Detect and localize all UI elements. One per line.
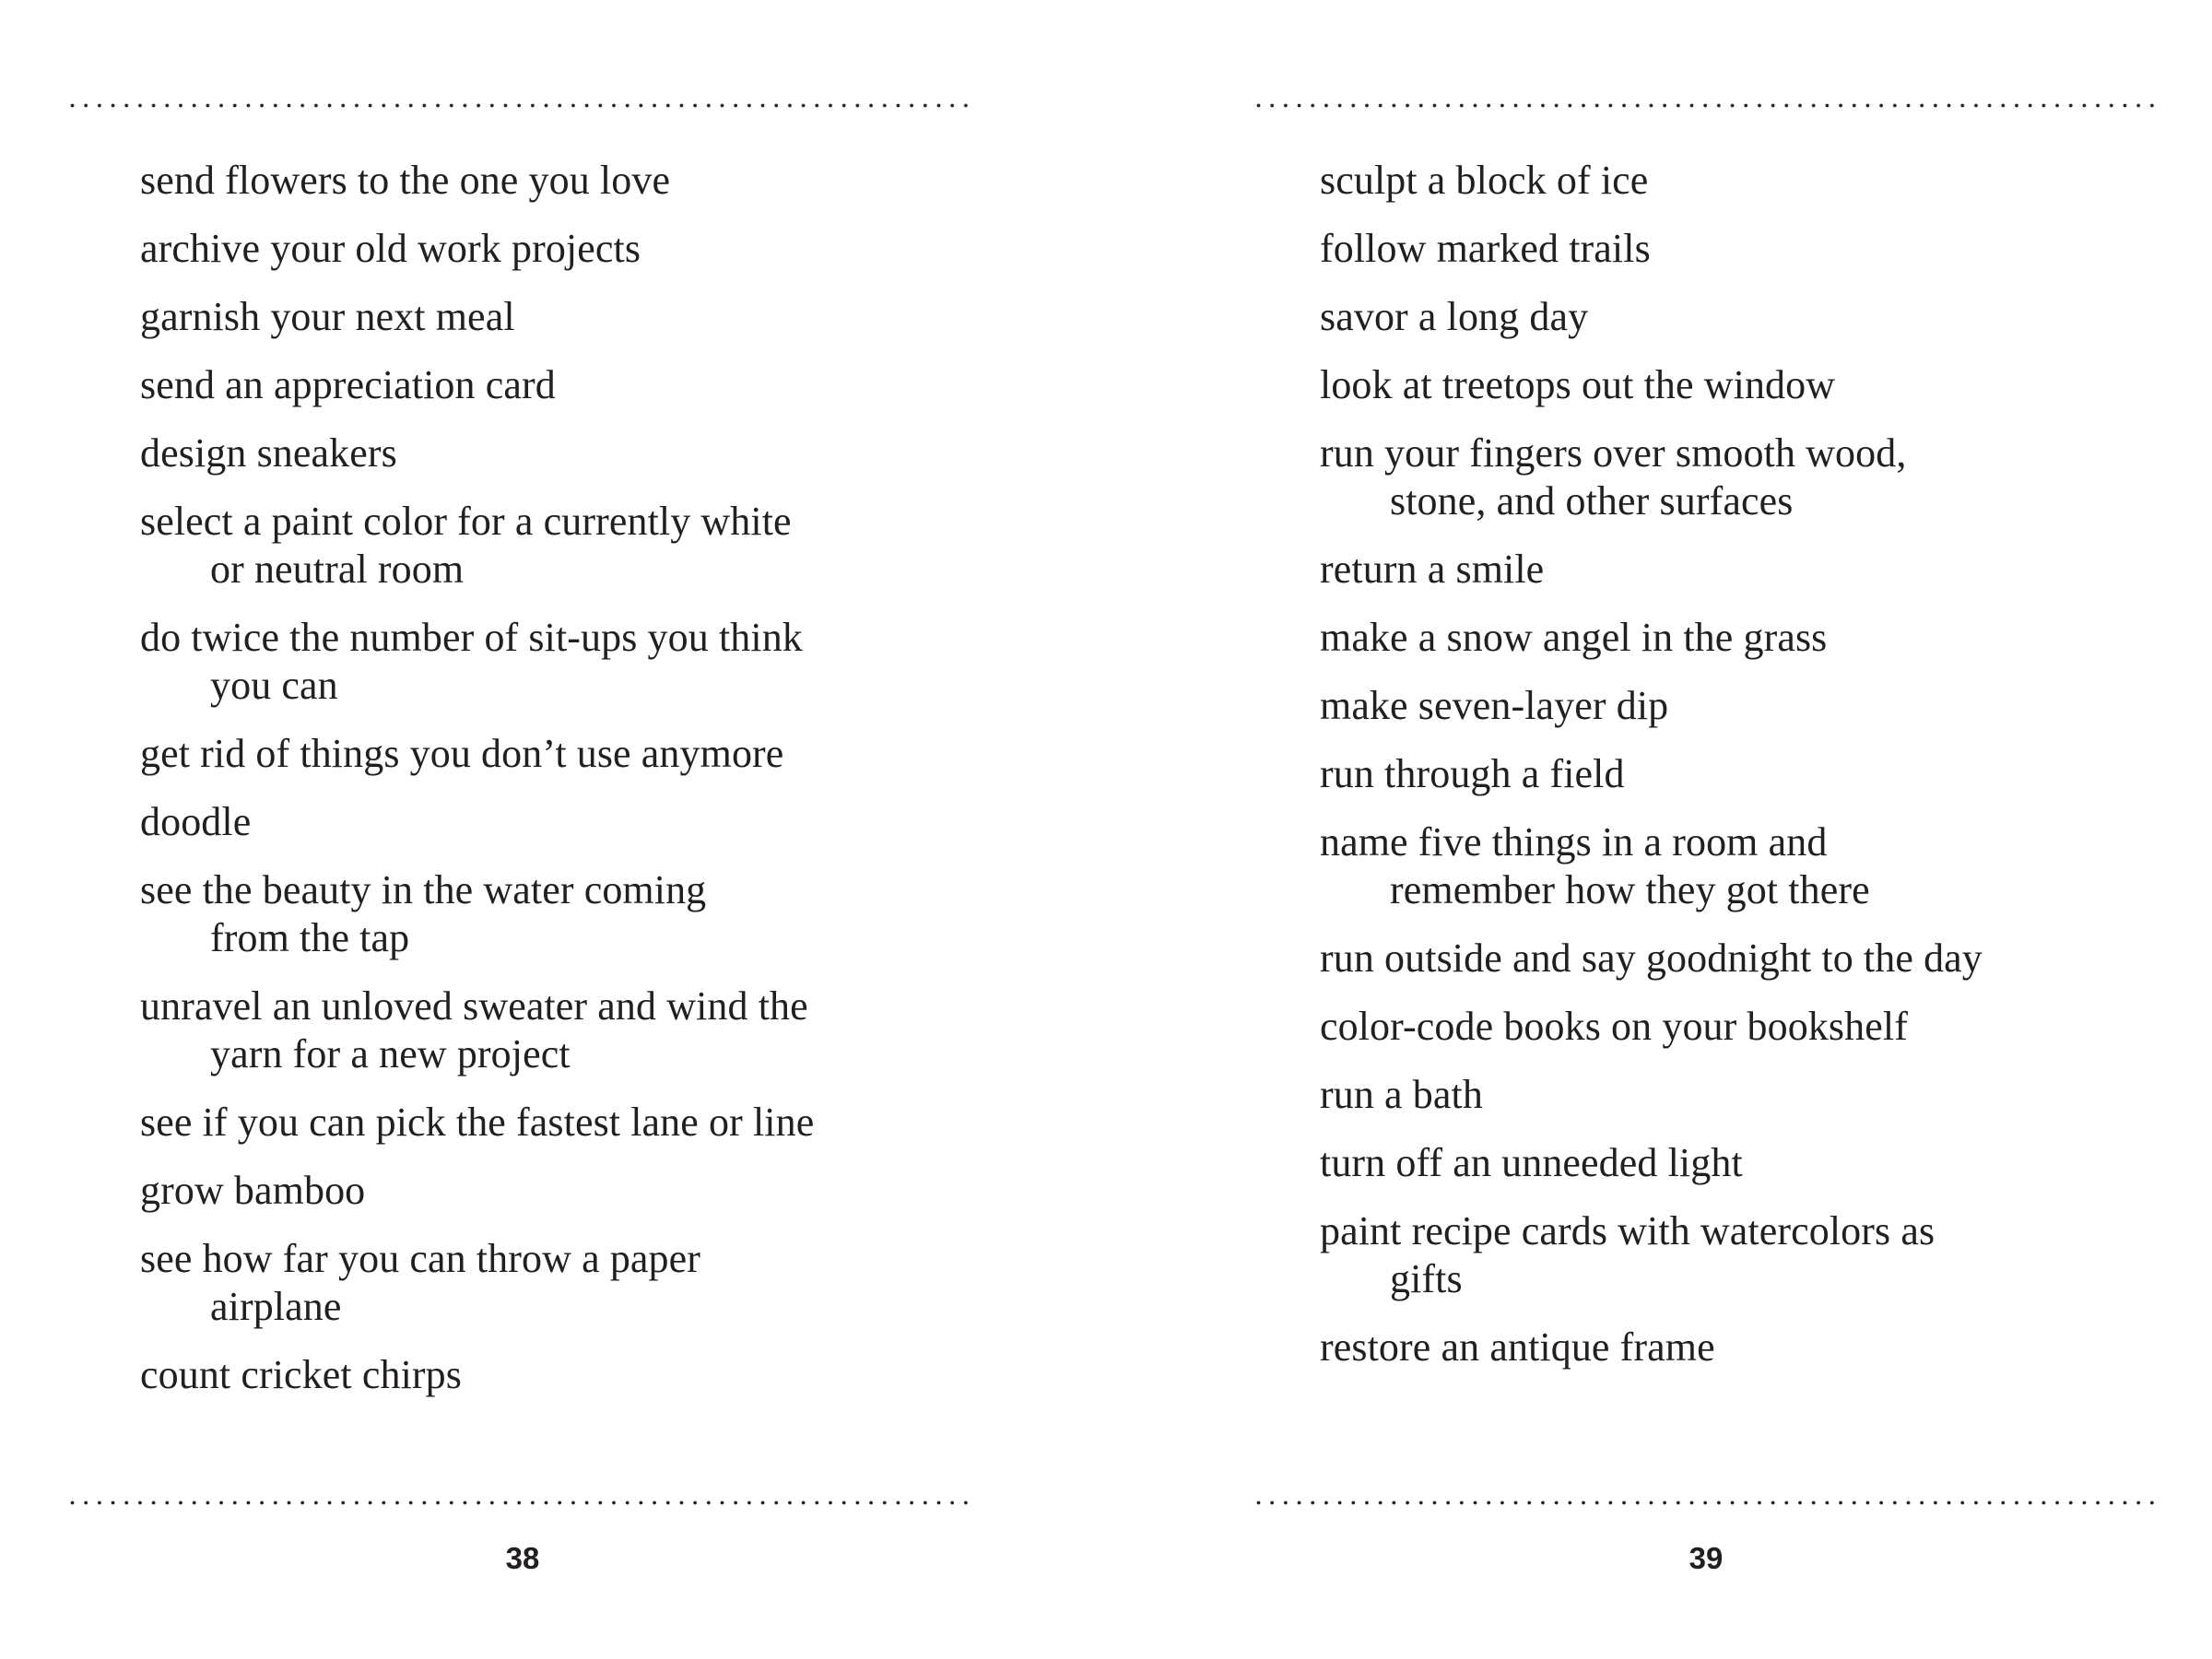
list-item-line: airplane xyxy=(210,1284,342,1329)
list-item xyxy=(140,1351,1025,1399)
list-item xyxy=(1320,614,2205,662)
list-item-line: yarn for a new project xyxy=(210,1031,571,1077)
list-item-line: from the tap xyxy=(210,915,410,960)
list-item xyxy=(140,498,1025,594)
list-item xyxy=(140,866,1025,962)
list-item xyxy=(140,361,1025,409)
dotted-rule-bottom xyxy=(70,1500,975,1505)
list-item-line: or neutral room xyxy=(210,547,465,592)
list-item xyxy=(140,1235,1025,1331)
list-item xyxy=(1320,361,2205,409)
list-item-line: select a paint color for a currently white xyxy=(140,499,792,544)
list-item-line: sculpt a block of ice xyxy=(1320,158,1649,203)
list-item-line: make a snow angel in the grass xyxy=(1320,615,1828,660)
list-item-line: grow bamboo xyxy=(140,1168,366,1213)
list-item-line: archive your old work projects xyxy=(140,226,641,271)
activity-list xyxy=(140,157,1025,1419)
list-item-line: follow marked trails xyxy=(1320,226,1651,271)
list-item-line: see if you can pick the fastest lane or line xyxy=(140,1100,815,1145)
list-item-line: run through a field xyxy=(1320,751,1625,796)
list-item xyxy=(140,982,1025,1078)
list-item-line: see the beauty in the water coming xyxy=(140,867,707,912)
list-item-line: return a smile xyxy=(1320,547,1545,592)
list-item-line: see how far you can throw a paper xyxy=(140,1236,701,1281)
list-item-line: paint recipe cards with watercolors as xyxy=(1320,1208,1936,1253)
list-item xyxy=(1320,750,2205,798)
list-item xyxy=(1320,935,2205,982)
list-item-line: stone, and other surfaces xyxy=(1390,478,1794,524)
list-item xyxy=(140,157,1025,205)
list-item-line: design sneakers xyxy=(140,430,397,476)
list-item-line: send flowers to the one you love xyxy=(140,158,671,203)
list-item xyxy=(1320,818,2205,914)
list-item xyxy=(1320,546,2205,594)
list-item-line: name five things in a room and xyxy=(1320,819,1828,865)
list-item xyxy=(1320,1071,2205,1119)
list-item xyxy=(1320,1003,2205,1051)
list-item-line: do twice the number of sit-ups you think xyxy=(140,615,803,660)
list-item-line: make seven-layer dip xyxy=(1320,683,1669,728)
list-item-line: remember how they got there xyxy=(1390,867,1870,912)
list-item xyxy=(1320,1139,2205,1187)
list-item xyxy=(140,614,1025,710)
list-item xyxy=(1320,1207,2205,1303)
list-item xyxy=(1320,682,2205,730)
list-item-line: turn off an unneeded light xyxy=(1320,1140,1743,1185)
list-item-line: restore an antique frame xyxy=(1320,1324,1715,1370)
list-item xyxy=(1320,225,2205,273)
list-item xyxy=(1320,429,2205,525)
list-item xyxy=(140,730,1025,778)
list-item-line: send an appreciation card xyxy=(140,362,556,407)
activity-list xyxy=(1320,157,2205,1392)
list-item xyxy=(140,798,1025,846)
list-item-line: run outside and say goodnight to the day xyxy=(1320,935,1983,981)
list-item-line: run your fingers over smooth wood, xyxy=(1320,430,1907,476)
list-item xyxy=(1320,293,2205,341)
list-item-line: you can xyxy=(210,663,338,708)
list-item-line: count cricket chirps xyxy=(140,1352,462,1397)
list-item-line: unravel an unloved sweater and wind the xyxy=(140,983,808,1029)
list-item-line: look at treetops out the window xyxy=(1320,362,1836,407)
list-item xyxy=(140,1167,1025,1215)
list-item-line: doodle xyxy=(140,799,252,844)
list-item-line: color-code books on your bookshelf xyxy=(1320,1004,1908,1049)
list-item-line: savor a long day xyxy=(1320,294,1589,339)
list-item xyxy=(1320,1324,2205,1371)
dotted-rule-top xyxy=(70,103,975,108)
list-item-line: get rid of things you don’t use anymore xyxy=(140,731,784,776)
list-item xyxy=(140,293,1025,341)
page-number: 38 xyxy=(505,1541,540,1575)
page-right xyxy=(1106,0,2212,1659)
list-item-line: gifts xyxy=(1390,1256,1463,1301)
dotted-rule-bottom xyxy=(1256,1500,2156,1505)
list-item-line: run a bath xyxy=(1320,1072,1483,1117)
list-item xyxy=(140,225,1025,273)
list-item xyxy=(140,1099,1025,1147)
list-item xyxy=(140,429,1025,477)
list-item-line: garnish your next meal xyxy=(140,294,515,339)
dotted-rule-top xyxy=(1256,103,2156,108)
page-number: 39 xyxy=(1688,1541,1724,1575)
list-item xyxy=(1320,157,2205,205)
